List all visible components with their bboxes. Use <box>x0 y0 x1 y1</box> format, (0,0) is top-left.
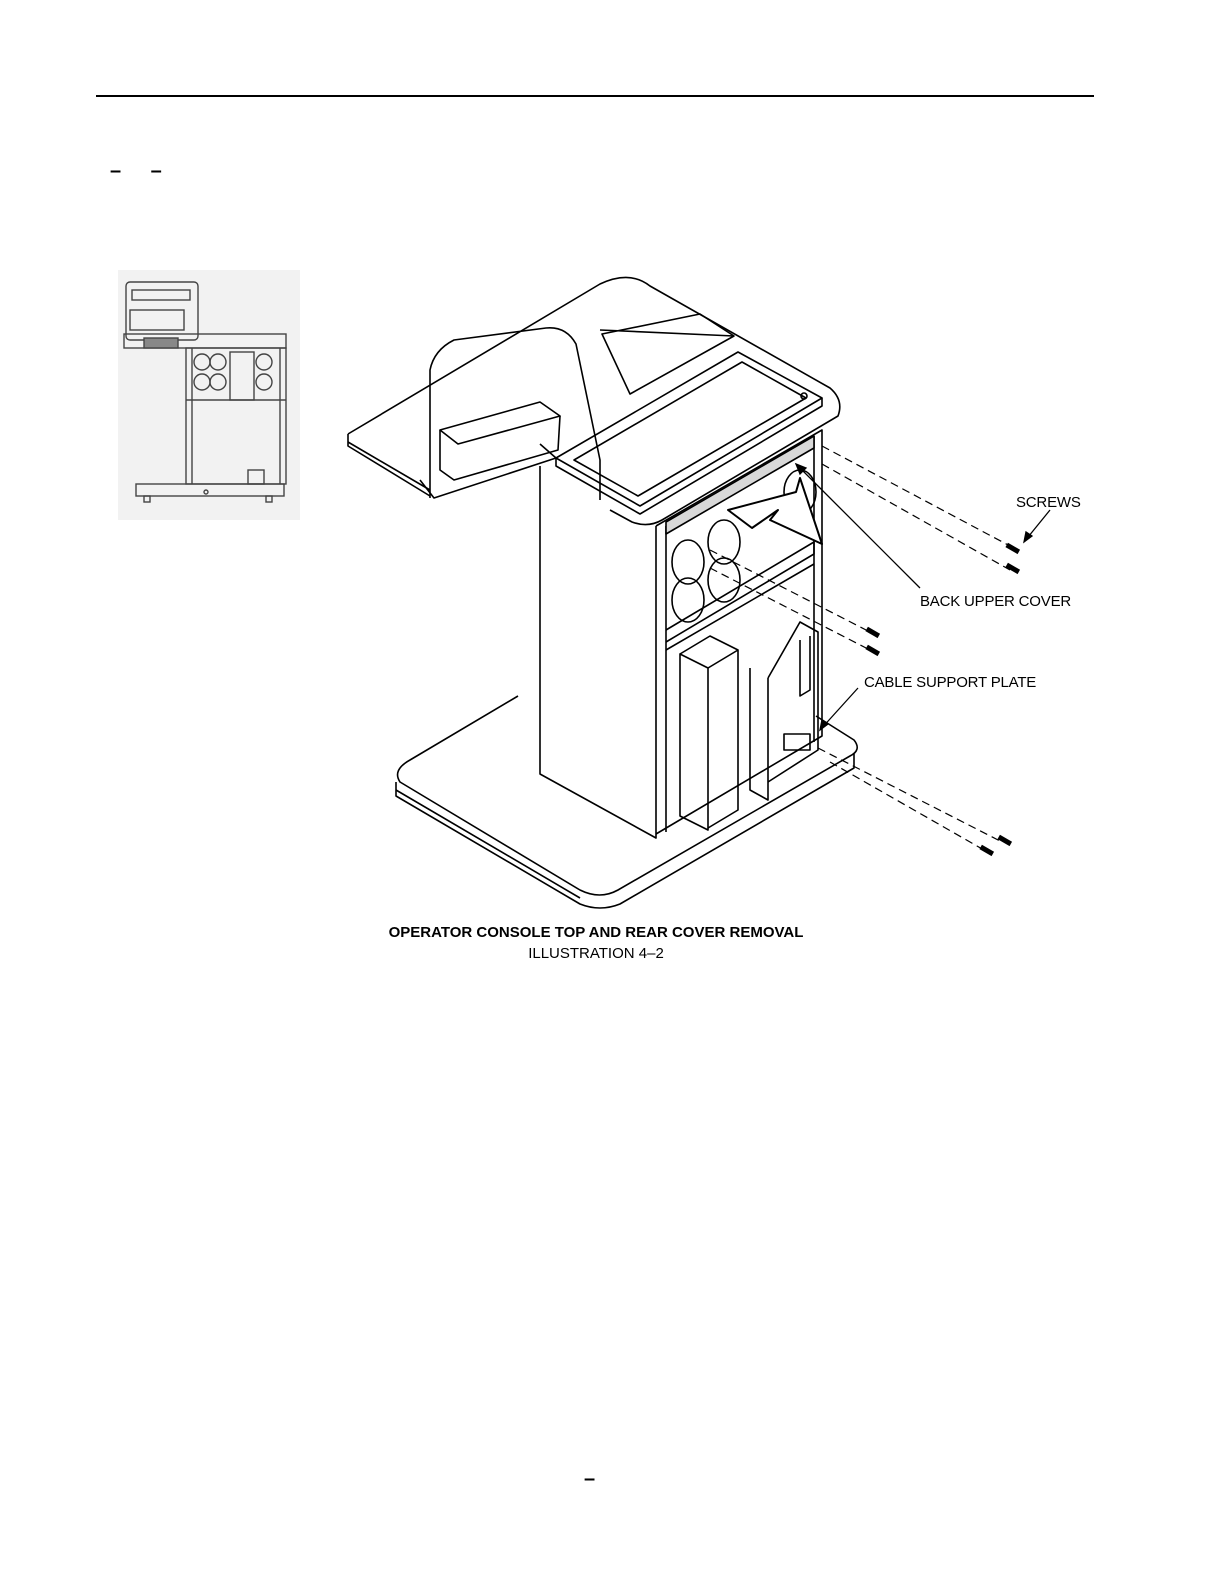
section-number: – – <box>110 160 174 182</box>
console-thumbnail <box>118 270 300 520</box>
power-supply-box <box>680 654 708 830</box>
callout-screws: SCREWS <box>1016 494 1081 511</box>
console-base <box>398 696 858 895</box>
top-tray <box>556 352 822 514</box>
header-rule <box>96 95 1094 97</box>
screws <box>865 543 1020 856</box>
figure-caption-number: ILLUSTRATION 4–2 <box>528 945 664 962</box>
cabinet-body <box>540 466 656 838</box>
callout-back-upper-cover: BACK UPPER COVER <box>920 593 1072 610</box>
figure-caption-title: OPERATOR CONSOLE TOP AND REAR COVER REMOVAL <box>388 924 804 941</box>
callout-cable-support-plate: CABLE SUPPORT PLATE <box>864 674 1037 691</box>
console-isometric-drawing <box>330 270 1130 910</box>
monitor <box>420 328 600 500</box>
page-number: – <box>584 1468 596 1490</box>
